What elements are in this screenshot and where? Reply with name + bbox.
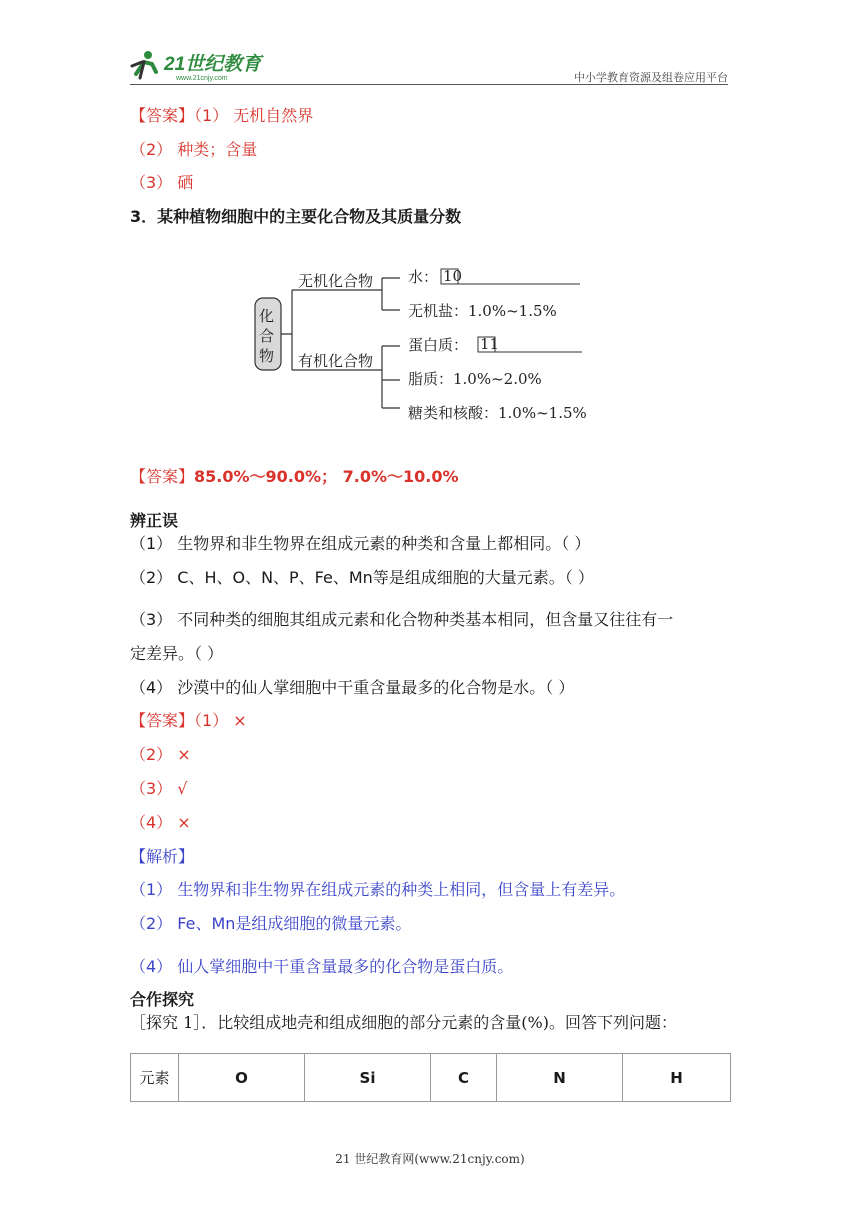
judge-question-3b: 定差异。（ ） bbox=[130, 644, 224, 663]
answer-line-2: （2） 种类；含量 bbox=[130, 140, 258, 159]
organic-label: 有机化合物 bbox=[298, 352, 374, 370]
svg-text:21世纪教育: 21世纪教育 bbox=[164, 54, 262, 75]
judge-question-2: （2） C、H、O、N、P、Fe、Mn等是组成细胞的大量元素。（ ） bbox=[130, 568, 594, 587]
table-header-cell: 元素 bbox=[131, 1054, 179, 1102]
table-col-h: H bbox=[623, 1054, 731, 1102]
answer-line-3: （3） 硒 bbox=[130, 173, 194, 192]
judge-answer-2: （2） × bbox=[130, 745, 191, 764]
cooperate-title: 合作探究 bbox=[130, 990, 195, 1009]
water-label: 水： bbox=[408, 268, 439, 286]
salt-label: 无机盐：1.0%~1.5% bbox=[408, 302, 557, 320]
section-title: 3．某种植物细胞中的主要化合物及其质量分数 bbox=[130, 207, 462, 226]
sugar-label: 糖类和核酸：1.0%~1.5% bbox=[408, 404, 587, 422]
root-char-3: 物 bbox=[259, 347, 275, 365]
explore-prompt: ［探究 1］．比较组成地壳和组成细胞的部分元素的含量(%)。回答下列问题： bbox=[130, 1013, 677, 1032]
analysis-line-1: （1） 生物界和非生物界在组成元素的种类上相同，但含量上有差异。 bbox=[130, 880, 626, 899]
compound-diagram bbox=[250, 258, 610, 436]
header-divider bbox=[130, 84, 728, 85]
table-col-c: C bbox=[431, 1054, 497, 1102]
answer-line-percent: 【答案】85.0%～90.0%； 7.0%～10.0% bbox=[130, 467, 459, 486]
answer-line-1: 【答案】（1） 无机自然界 bbox=[130, 106, 314, 125]
protein-blank-box: 11 bbox=[480, 335, 500, 353]
elements-table bbox=[130, 1053, 731, 1102]
root-char-1: 化 bbox=[259, 307, 275, 325]
runner-icon bbox=[132, 51, 156, 78]
judge-answer-3: （3） √ bbox=[130, 779, 188, 798]
svg-text:www.21cnjy.com: www.21cnjy.com bbox=[176, 75, 228, 82]
judge-title: 辨正误 bbox=[130, 511, 179, 530]
judge-answer-1: 【答案】（1） × bbox=[130, 711, 247, 730]
root-char-2: 合 bbox=[259, 327, 275, 345]
table-row bbox=[131, 1054, 731, 1102]
lipid-label: 脂质：1.0%~2.0% bbox=[408, 370, 542, 388]
analysis-tag: 【解析】 bbox=[130, 847, 195, 866]
judge-answer-4: （4） × bbox=[130, 813, 191, 832]
protein-label: 蛋白质： bbox=[408, 336, 469, 354]
water-blank-box: 10 bbox=[443, 267, 463, 285]
judge-question-1: （1） 生物界和非生物界在组成元素的种类和含量上都相同。（ ） bbox=[130, 534, 591, 553]
table-col-n: N bbox=[497, 1054, 623, 1102]
judge-question-3a: （3） 不同种类的细胞其组成元素和化合物种类基本相同，但含量又往往有一 bbox=[130, 610, 674, 629]
judge-question-4: （4） 沙漠中的仙人掌细胞中干重含量最多的化合物是水。（ ） bbox=[130, 678, 575, 697]
page-footer: 21 世纪教育网(www.21cnjy.com) bbox=[335, 1152, 525, 1166]
analysis-line-2: （2） Fe、Mn是组成细胞的微量元素。 bbox=[130, 914, 412, 933]
table-col-o: O bbox=[179, 1054, 305, 1102]
analysis-line-3: （4） 仙人掌细胞中干重含量最多的化合物是蛋白质。 bbox=[130, 957, 514, 976]
header-platform-text: 中小学教育资源及组卷应用平台 bbox=[574, 71, 728, 84]
site-logo bbox=[130, 48, 280, 82]
inorganic-label: 无机化合物 bbox=[298, 272, 374, 290]
table-col-si: Si bbox=[305, 1054, 431, 1102]
